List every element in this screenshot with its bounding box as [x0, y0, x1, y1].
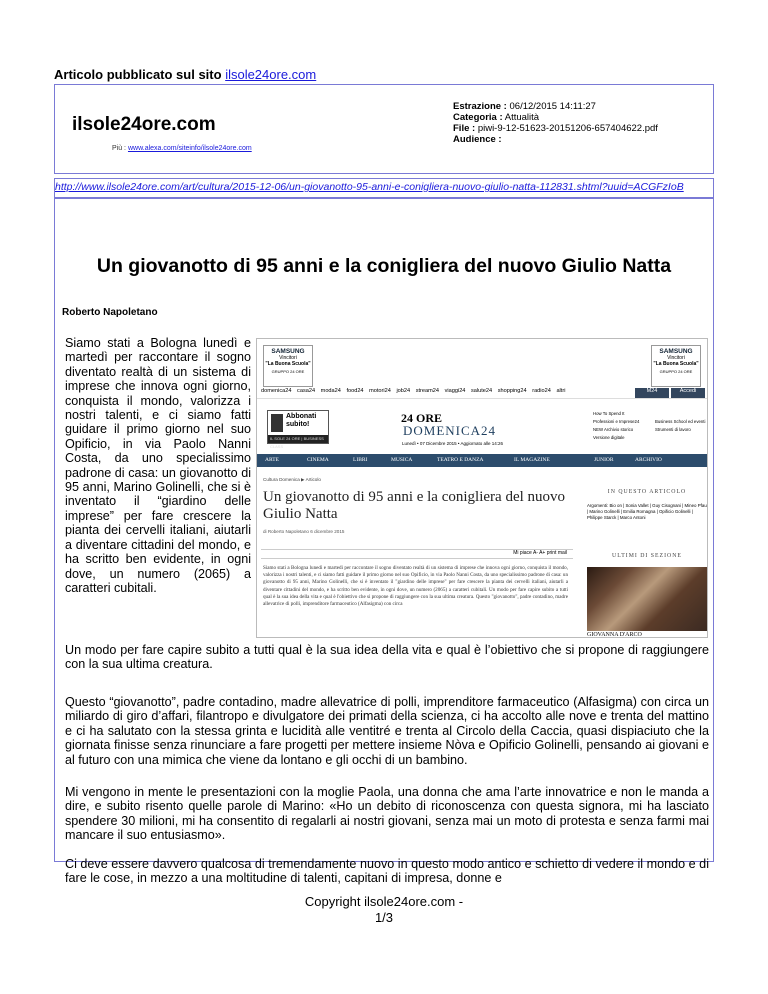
paragraph-3: Mi vengono in mente le presentazioni con la moglie Paola, una donna che ama l’arte innovatrice e non le manda a dire, e subito risento quelle parole di Marino: «Ho un debito di riconoscenza con questa signora, mi ha lasciato spendere 30 milioni, mi ha consentito di regalarli ai nostri giovani, senza mai un moto di protesta e senza farmi mai mancare il suo entusiasmo».: [65, 785, 709, 843]
extraction-meta: [453, 101, 658, 145]
thumb-nav-item: salute24: [470, 388, 493, 394]
thumb-cat-item: ARCHIVIO: [635, 457, 662, 463]
thumb-abbonati-box: [267, 410, 329, 449]
thumb-cat-item: IL MAGAZINE: [514, 457, 550, 463]
thumb-cat-item: MUSICA: [391, 457, 413, 463]
thumb-right-link: Professioni e Imprese24: [593, 419, 640, 424]
samsung-ad-left: [263, 345, 313, 387]
thumb-right-link: Versione digitale: [593, 435, 625, 440]
paragraph-1: Siamo stati a Bologna lunedì e martedì per raccontare il sogno diventato realtà di un sistema di imprese che innova ogni giorno, conquista il mondo, valorizza i nostri talenti, e ci siamo fatti guidare il primo giorno nel suo Opificio, in via Paolo Nanni Costa, da uno specialissimo padrone di casa: un giovanotto di 95 anni, Marino Golinelli, che si è inventato il “giardino delle imprese” per fare crescere la pianta dei cervelli italiani, aiutarli a diventare cittadini del mondo, e ha scritto ben evidente, in ogni dove, un numero (2065) a caratteri cubitali.: [65, 336, 251, 595]
alexa-prefix: Più :: [112, 145, 127, 152]
ad-line1: Vincitori: [279, 355, 297, 361]
page-footer: [0, 894, 768, 926]
ad-line2: "La Buona Scuola": [653, 361, 699, 367]
article-title: Un giovanotto di 95 anni e la conigliera del nuovo Giulio Natta: [96, 255, 672, 277]
thumb-nav-item: domenica24: [261, 388, 292, 394]
copyright-line: Copyright ilsole24ore.com -: [304, 894, 464, 909]
thumb-ultimi: ULTIMI DI SEZIONE: [612, 553, 682, 559]
estrazione-label: Estrazione :: [453, 101, 507, 112]
ad-brand: SAMSUNG: [659, 348, 693, 355]
thumb-cat-item: ARTE: [265, 457, 280, 463]
estrazione-value: 06/12/2015 14:11:27: [509, 101, 596, 112]
thumb-nav-item: job24: [396, 388, 411, 394]
thumb-nav-item: moda24: [320, 388, 341, 394]
audience-label: Audience :: [453, 134, 502, 145]
page-number: 1/3: [374, 910, 394, 925]
thumb-right-link: Business School ed eventi: [655, 419, 706, 424]
ad-line3: GRUPPO 24 ORE: [659, 369, 693, 374]
thumb-toolbar-text: Mi piace A- A+ print mail: [513, 550, 567, 556]
published-site-link[interactable]: ilsole24ore.com: [225, 67, 317, 82]
thumb-byline: di Roberto Napoletano 6 dicembre 2015: [263, 529, 345, 534]
thumb-my-badge: M24: [635, 388, 669, 398]
ad-line1: Vincitori: [667, 355, 685, 361]
categoria-value: Attualità: [504, 112, 540, 123]
article-screenshot-image: [256, 338, 708, 638]
thumb-nav-item: food24: [346, 388, 364, 394]
thumb-nav-item: altri: [556, 388, 566, 394]
thumb-giovanna-title: GIOVANNA D'ARCO: [587, 632, 642, 638]
thumb-nav-item: radio24: [532, 388, 551, 394]
thumb-nav-item: viaggi24: [444, 388, 466, 394]
paragraph-4: Ci deve essere davvero qualcosa di tremendamente nuovo in questo modo antico e schietto di vedere il mondo e di fare le cose, in mezzo a una moltitudine di talenti, capitani di impresa, donne e: [65, 857, 709, 886]
newspaper-icon: [271, 414, 283, 432]
thumb-date-line: Lunedì • 07 Dicembre 2015 • Aggiornato alle 14:26: [402, 441, 503, 446]
thumb-abbonati-text: Abbonati subito!: [286, 413, 317, 428]
alexa-link[interactable]: www.alexa.com/siteinfo/ilsole24ore.com: [127, 145, 252, 152]
thumb-abbonati-bar: IL SOLE 24 ORE | BUSINESS CLASS: [268, 435, 328, 443]
site-name: ilsole24ore.com: [72, 114, 216, 135]
thumb-headline: Un giovanotto di 95 anni e la conigliera del nuovo Giulio Natta: [263, 489, 566, 522]
thumb-cat-item: LIBRI: [353, 457, 368, 463]
thumb-in-questo: IN QUESTO ARTICOLO: [607, 489, 687, 495]
thumb-category-bar: [257, 454, 708, 467]
ad-line2: "La Buona Scuola": [265, 361, 311, 367]
published-line: [54, 67, 316, 82]
thumb-right-link: How To Spend It: [593, 411, 625, 416]
categoria-label: Categoria :: [453, 112, 503, 123]
paragraph-1b: Un modo per fare capire subito a tutti qual è la sua idea della vita e qual è l’obiettivo che si propone di raggiungere con la sua ultima creatura.: [65, 643, 709, 672]
thumb-nav-item: stream24: [415, 388, 440, 394]
samsung-ad-right: [651, 345, 701, 387]
thumb-logo-top: 24 ORE: [401, 411, 443, 425]
thumb-body-text: Siamo stati a Bologna lunedì e martedì per raccontare il sogno diventato realtà di un sistema di imprese che innova ogni giorno, conquista il mondo, valorizza i nostri talenti, e ci siamo fatti guidare il primo giorno nel suo Opificio, in via Paolo Nanni Costa, da uno specialissimo padrone di casa: un giovanotto di 95 anni, Marino Golinelli, che si è inventato il "giardino delle imprese" per fare crescere la pianta dei cervelli italiani, aiutarli a diventare cittadini del mondo, e ha scritto ben evidente, in ogni dove, un numero (2065) a caratteri cubitali. Un modo per fare capire subito a tutti qual è la sua idea della vita e qual è l'obiettivo che si propone di raggiungere con la sua ultima creatura. Questo "giovanotto", padre contadino, madre allevatrice di polli, imprenditore farmaceutico (Alfasigma) con circa: [263, 565, 568, 608]
thumb-cat-item: JUNIOR: [594, 457, 614, 463]
thumb-cat-item: CINEMA: [307, 457, 329, 463]
thumb-logo-domenica: DOMENICA24: [403, 423, 497, 438]
thumb-nav-item: motori24: [369, 388, 391, 394]
ad-brand: SAMSUNG: [271, 348, 305, 355]
thumb-cat-item: TEATRO E DANZA: [437, 457, 484, 463]
file-value: piwi-9-12-51623-20151206-657404622.pdf: [477, 123, 658, 134]
thumb-accedi: Accedi: [671, 388, 705, 398]
thumb-crowd-photo: [587, 567, 707, 631]
paragraph-2: Questo “giovanotto”, padre contadino, madre allevatrice di polli, imprenditore farmaceutico (Alfasigma) con circa un miliardo di giro d’affari, filantropo e divulgatore dei primati della scienza, ci ha accolto alle nove e trenta del mattino e ci ha salutato con la stessa grinta e lucidità alle ventitré e trenta al Circolo della Caccia, quasi dispiaciuto che la giornata finisse senza rinunciare a fare progetti per mettere insieme Nòva e Opificio Golinelli, pensando ai giovani e al futuro con una mimica che viene da lontano e gli occhi di un bambino.: [65, 695, 709, 767]
published-label: Articolo pubblicato sul sito: [54, 67, 222, 82]
thumb-nav-item: shopping24: [497, 388, 527, 394]
article-url-link[interactable]: http://www.ilsole24ore.com/art/cultura/2015-12-06/un-giovanotto-95-anni-e-conigliera-nuovo-giulio-natta-112831.shtml?uuid=ACGFzIoB: [55, 181, 684, 193]
thumb-argomenti: Argomenti: Bio on | Sonia Vallet | Guy Cisognani | Mineo Pfau | Marino Golinelli | Emilia Romagna | Opificio Golinelli | Philippe Starck | Marco Antoni: [587, 503, 707, 520]
thumb-right-link: Strumenti di lavoro: [655, 427, 691, 432]
thumb-toolbar: [261, 549, 573, 559]
thumb-nav-item: casa24: [297, 388, 316, 394]
ad-line3: GRUPPO 24 ORE: [271, 369, 305, 374]
thumb-right-link: NEW Archivio storico: [593, 427, 634, 432]
alexa-line: [112, 145, 252, 152]
thumb-breadcrumb: Cultura Domenica ▶ Articolo: [263, 477, 321, 482]
file-label: File :: [453, 123, 476, 134]
thumb-giovanna: [587, 631, 707, 638]
article-author: Roberto Napoletano: [62, 307, 158, 318]
